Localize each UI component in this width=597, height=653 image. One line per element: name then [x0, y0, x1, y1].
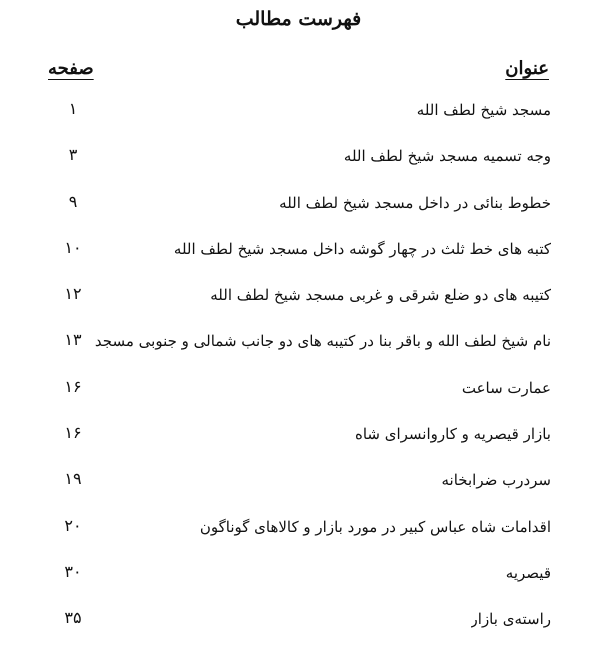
toc-entry-title: وجه تسمیه مسجد شیخ لطف الله — [343, 147, 551, 166]
toc-entry-title: قیصریه — [505, 563, 551, 582]
toc-entry-page-number: ۳۰ — [64, 561, 82, 581]
toc-entry-title: کتبه های خط ثلث در چهار گوشه داخل مسجد شیخ لطف الله — [173, 239, 551, 258]
toc-entry-title: مسجد شیخ لطف الله — [416, 101, 551, 119]
toc-list — [0, 95, 597, 651]
toc-entry-title: راسته‌ی بازار — [470, 610, 551, 629]
toc-entry[interactable] — [0, 465, 597, 511]
toc-entry-title: سردرب ضرابخانه — [441, 471, 551, 490]
toc-entry-page-number: ۱۰ — [64, 237, 82, 257]
toc-entry-page-number: ۱۳ — [64, 330, 82, 350]
toc-entry[interactable] — [0, 373, 597, 419]
toc-entry-page-number: ۹ — [68, 191, 78, 211]
toc-entry-page-number: ۲۰ — [64, 515, 82, 535]
toc-entry-title: نام شیخ لطف الله و باقر بنا در کتیبه های دو جانب شمالی و جنوبی مسجد — [94, 332, 551, 351]
toc-entry-page-number: ۱۶ — [64, 376, 82, 396]
toc-entry-title: کتیبه های دو ضلع شرقی و غربی مسجد شیخ لطف الله — [210, 286, 551, 305]
toc-entry-title: اقدامات شاه عباس کبیر در مورد بازار و کالاهای گوناگون — [199, 517, 551, 536]
title-column-header: عنوان — [505, 58, 549, 79]
toc-entry-title: خطوط بنائی در داخل مسجد شیخ لطف الله — [279, 193, 551, 212]
toc-entry-title: عمارت ساعت — [461, 378, 551, 397]
toc-entry-page-number: ۳ — [68, 145, 78, 165]
toc-entry-page-number: ۳۵ — [64, 608, 82, 628]
toc-entry[interactable] — [0, 234, 597, 280]
toc-entry[interactable] — [0, 604, 597, 650]
toc-entry[interactable] — [0, 419, 597, 465]
page-title: فهرست مطالب — [235, 8, 362, 30]
toc-entry[interactable] — [0, 141, 597, 187]
toc-entry[interactable] — [0, 280, 597, 326]
toc-entry[interactable] — [0, 558, 597, 604]
toc-entry-title: بازار قیصریه و کاروانسرای شاه — [354, 425, 551, 444]
toc-entry[interactable] — [0, 188, 597, 234]
toc-entry[interactable] — [0, 512, 597, 558]
toc-entry-page-number: ۱۲ — [64, 284, 82, 304]
toc-entry-page-number: ۱ — [68, 99, 78, 118]
toc-entry[interactable] — [0, 326, 597, 372]
page-column-header: صفحه — [48, 58, 94, 79]
toc-entry-page-number: ۱۶ — [64, 423, 82, 443]
toc-entry[interactable] — [0, 95, 597, 141]
toc-entry-page-number: ۱۹ — [64, 469, 82, 489]
